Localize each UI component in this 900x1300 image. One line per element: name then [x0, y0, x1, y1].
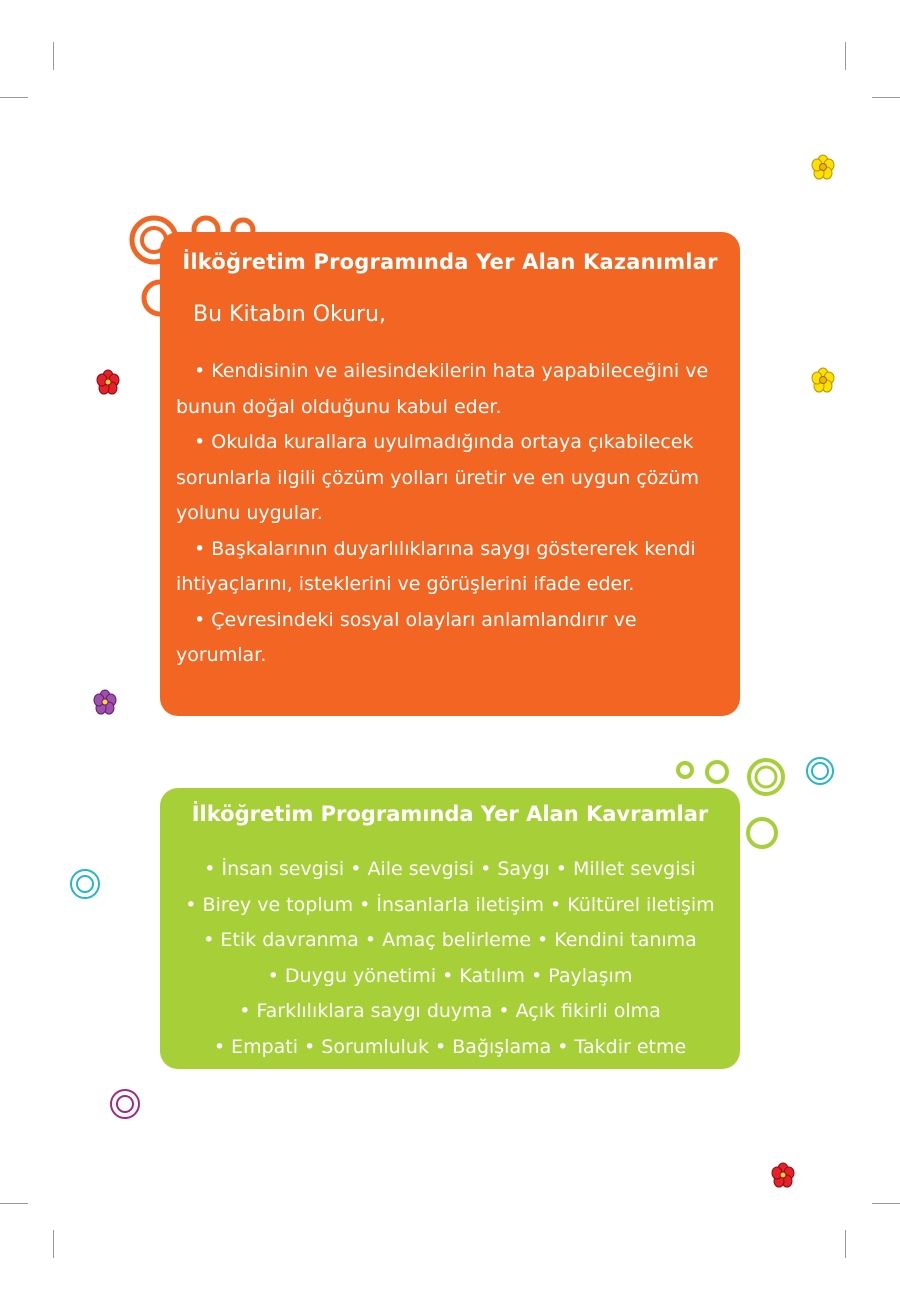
- kazanim-item: • Okulda kurallara uyulmadığında ortaya çıkabilecek sorunlarla ilgili çözüm yolları üretir ve en uygun çözüm yolunu uygular.: [176, 431, 699, 524]
- kazanimlar-subtitle: Bu Kitabın Okuru,: [193, 302, 386, 327]
- kazanim-item: • Çevresindeki sosyal olayları anlamlandırır ve yorumlar.: [176, 608, 637, 666]
- kazanim-item: • Başkalarının duyarlılıklarına saygı göstererek kendi ihtiyaçlarını, isteklerini ve görüşlerini ifade eder.: [176, 537, 696, 595]
- yellow-flower-icon: [809, 367, 837, 393]
- kavram-line: • Etik davranma • Amaç belirleme • Kendini tanıma: [203, 929, 697, 951]
- crop-mark-bottom-right-horizontal: [872, 1203, 900, 1204]
- crop-mark-top-right-vertical: [845, 42, 846, 70]
- crop-mark-top-left-vertical: [53, 42, 54, 70]
- purple-flower-icon: [91, 689, 119, 715]
- crop-mark-bottom-right-vertical: [845, 1230, 846, 1258]
- kavram-line: • Farklılıklara saygı duyma • Açık fikirli olma: [239, 1000, 661, 1022]
- crop-mark-bottom-left-horizontal: [0, 1203, 28, 1204]
- kazanimlar-panel: [160, 232, 740, 716]
- kavram-line: • Birey ve toplum • İnsanlarla iletişim • Kültürel iletişim: [185, 893, 715, 916]
- magenta-ring-decoration: [108, 1087, 142, 1121]
- kavramlar-title: İlköğretim Programında Yer Alan Kavramlar: [191, 802, 709, 826]
- kavramlar-panel: [160, 788, 740, 1069]
- yellow-flower-icon: [809, 154, 837, 180]
- kavram-line: • Duygu yönetimi • Katılım • Paylaşım: [267, 964, 633, 987]
- red-flower-icon: [769, 1162, 797, 1188]
- kavram-line: • Empati • Sorumluluk • Bağışlama • Takdir etme: [213, 1035, 687, 1058]
- kazanim-item: • Kendisinin ve ailesindekilerin hata yapabileceğini ve bunun doğal olduğunu kabul eder.: [176, 360, 709, 418]
- kazanimlar-title: İlköğretim Programında Yer Alan Kazanımlar: [182, 250, 718, 274]
- kavramlar-list: [160, 852, 740, 1065]
- red-flower-icon: [94, 369, 122, 395]
- cyan-ring-decoration: [68, 867, 102, 901]
- crop-mark-top-right-horizontal: [872, 97, 900, 98]
- kazanimlar-list: [176, 354, 732, 674]
- crop-mark-top-left-horizontal: [0, 97, 28, 98]
- kavram-line: • İnsan sevgisi • Aile sevgisi • Saygı • Millet sevgisi: [204, 858, 696, 880]
- crop-mark-bottom-left-vertical: [53, 1230, 54, 1258]
